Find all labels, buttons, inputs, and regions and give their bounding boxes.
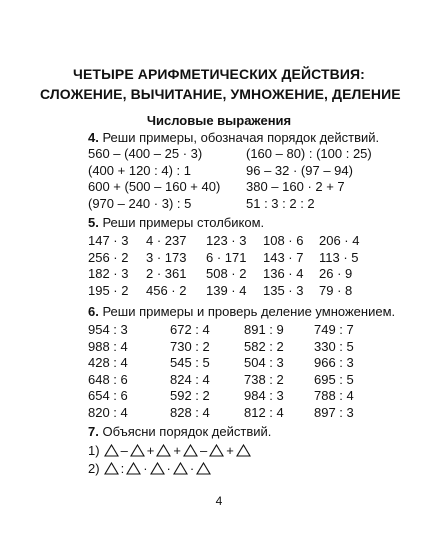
exercise-expression: 730 : 2 [170,338,210,354]
triangle-placeholder-icon [173,462,188,475]
exercise-expression: 147 · 3 [88,233,129,248]
exercise-expression: 2 · 361 [146,266,187,281]
exercise-expression: 3 · 173 [146,249,187,265]
page-number: 4 [215,494,223,508]
exercise-expression: 256 · 2 [88,249,129,265]
exercise-expression: 195 · 2 [88,282,129,298]
exercise-expression: 828 : 4 [170,404,210,420]
task-7-expression-1 [88,441,251,459]
exercise-expression: 545 : 5 [170,355,210,370]
exercise-expression: 504 : 3 [244,355,284,370]
exercise-row [88,355,378,372]
section-subtitle: Числовые выражения [146,113,292,128]
exercise-expression: 984 : 3 [244,388,284,403]
exercise-expression: 820 : 4 [88,404,128,420]
exercise-expression: 123 · 3 [206,233,247,248]
exercise-expression: 51 : 3 : 2 : 2 [246,195,315,211]
triangle-placeholder-icon [183,444,198,457]
expression-label: 2) [88,460,100,476]
task-6-number: 6. [88,304,99,319]
task-4-instruction: Реши примеры, обозначая порядок действий. [98,130,380,145]
exercise-expression: (400 + 120 : 4) : 1 [88,162,191,178]
exercise-expression: 824 : 4 [170,371,210,387]
triangle-placeholder-icon [156,444,171,457]
operation-sign: – [199,442,208,458]
triangle-placeholder-icon [104,462,119,475]
exercise-expression: 966 : 3 [314,355,354,370]
task-7-header [88,424,271,439]
exercise-expression: 206 · 4 [319,233,360,248]
exercise-expression: (160 – 80) : (100 : 25) [246,146,372,161]
exercise-expression: 560 – (400 – 25 · 3) [88,146,203,161]
operation-sign: · [166,460,171,476]
exercise-expression: 182 · 3 [88,266,129,281]
exercise-row [88,322,378,339]
exercise-expression: 600 + (500 – 160 + 40) [88,179,221,194]
exercise-row [88,339,378,356]
exercise-expression: 695 : 5 [314,371,354,387]
exercise-expression: 897 : 3 [314,404,354,420]
operation-sign: + [146,442,155,458]
exercise-row [88,388,378,405]
exercise-expression: 648 : 6 [88,371,128,387]
task-7-number: 7. [88,424,99,439]
exercise-expression: 654 : 6 [88,388,128,403]
exercise-expression: 79 · 8 [319,282,353,298]
operation-sign: · [189,460,195,476]
exercise-expression: 143 · 7 [263,249,304,265]
chapter-title-line-1: ЧЕТЫРЕ АРИФМЕТИЧЕСКИХ ДЕЙСТВИЯ: [73,66,365,82]
exercise-expression: 582 : 2 [244,338,284,354]
task-4-number: 4. [88,130,99,145]
operation-sign: : [120,460,125,476]
exercise-expression: 380 – 160 · 2 + 7 [246,179,345,194]
exercise-expression: 108 · 6 [263,233,304,248]
exercise-row [88,405,378,422]
triangle-placeholder-icon [236,444,251,457]
exercise-row [88,283,378,300]
task-5-number: 5. [88,215,99,230]
exercise-expression: 330 : 5 [314,338,354,354]
exercise-expression: 6 · 171 [206,249,247,265]
exercise-row [88,196,378,213]
exercise-expression: 988 : 4 [88,338,128,354]
exercise-expression: 428 : 4 [88,355,128,370]
task-4-header [88,130,379,145]
triangle-placeholder-icon [130,444,145,457]
exercise-expression: 592 : 2 [170,388,210,403]
task-7-expression-2 [88,459,211,477]
task-5-instruction: Реши примеры столбиком. [98,215,265,230]
triangle-placeholder-icon [196,462,211,475]
exercise-expression: 738 : 2 [244,371,284,387]
exercise-expression: 96 – 32 · (97 – 94) [246,162,353,178]
triangle-placeholder-icon [209,444,224,457]
triangle-placeholder-icon [104,444,119,457]
exercise-expression: 891 : 9 [244,322,284,337]
expression-label: 1) [88,442,100,458]
triangle-placeholder-icon [126,462,141,475]
exercise-row [88,179,378,196]
exercise-expression: 136 · 4 [263,266,304,281]
exercise-expression: 139 · 4 [206,282,247,298]
exercise-row [88,250,378,267]
exercise-expression: 672 : 4 [170,322,210,337]
operation-sign: – [120,442,128,458]
exercise-expression: 508 · 2 [206,266,247,281]
triangle-placeholder-icon [150,462,165,475]
exercise-expression: 135 · 3 [263,282,304,298]
exercise-expression: 749 : 7 [314,322,354,337]
exercise-expression: 4 · 237 [146,233,187,248]
operation-sign: + [226,442,234,458]
exercise-expression: 812 : 4 [244,404,284,420]
exercise-expression: 954 : 3 [88,322,128,337]
task-6-instruction: Реши примеры и проверь деление умножением. [98,304,396,319]
operation-sign: · [143,460,148,476]
task-5-header [88,215,264,230]
exercise-expression: 26 · 9 [319,266,353,281]
task-7-instruction: Объясни порядок действий. [98,424,272,439]
exercise-row [88,146,378,163]
exercise-expression: 788 : 4 [314,388,354,403]
operation-sign: + [173,442,181,458]
task-6-header [88,304,395,319]
chapter-title-line-2: СЛОЖЕНИЕ, ВЫЧИТАНИЕ, УМНОЖЕНИЕ, ДЕЛЕНИЕ [40,86,401,102]
exercise-expression: (970 – 240 · 3) : 5 [88,195,192,211]
exercise-row [88,372,378,389]
exercise-row [88,163,378,180]
exercise-row [88,266,378,283]
exercise-row [88,233,378,250]
exercise-expression: 113 · 5 [319,249,359,265]
exercise-expression: 456 · 2 [146,282,187,298]
